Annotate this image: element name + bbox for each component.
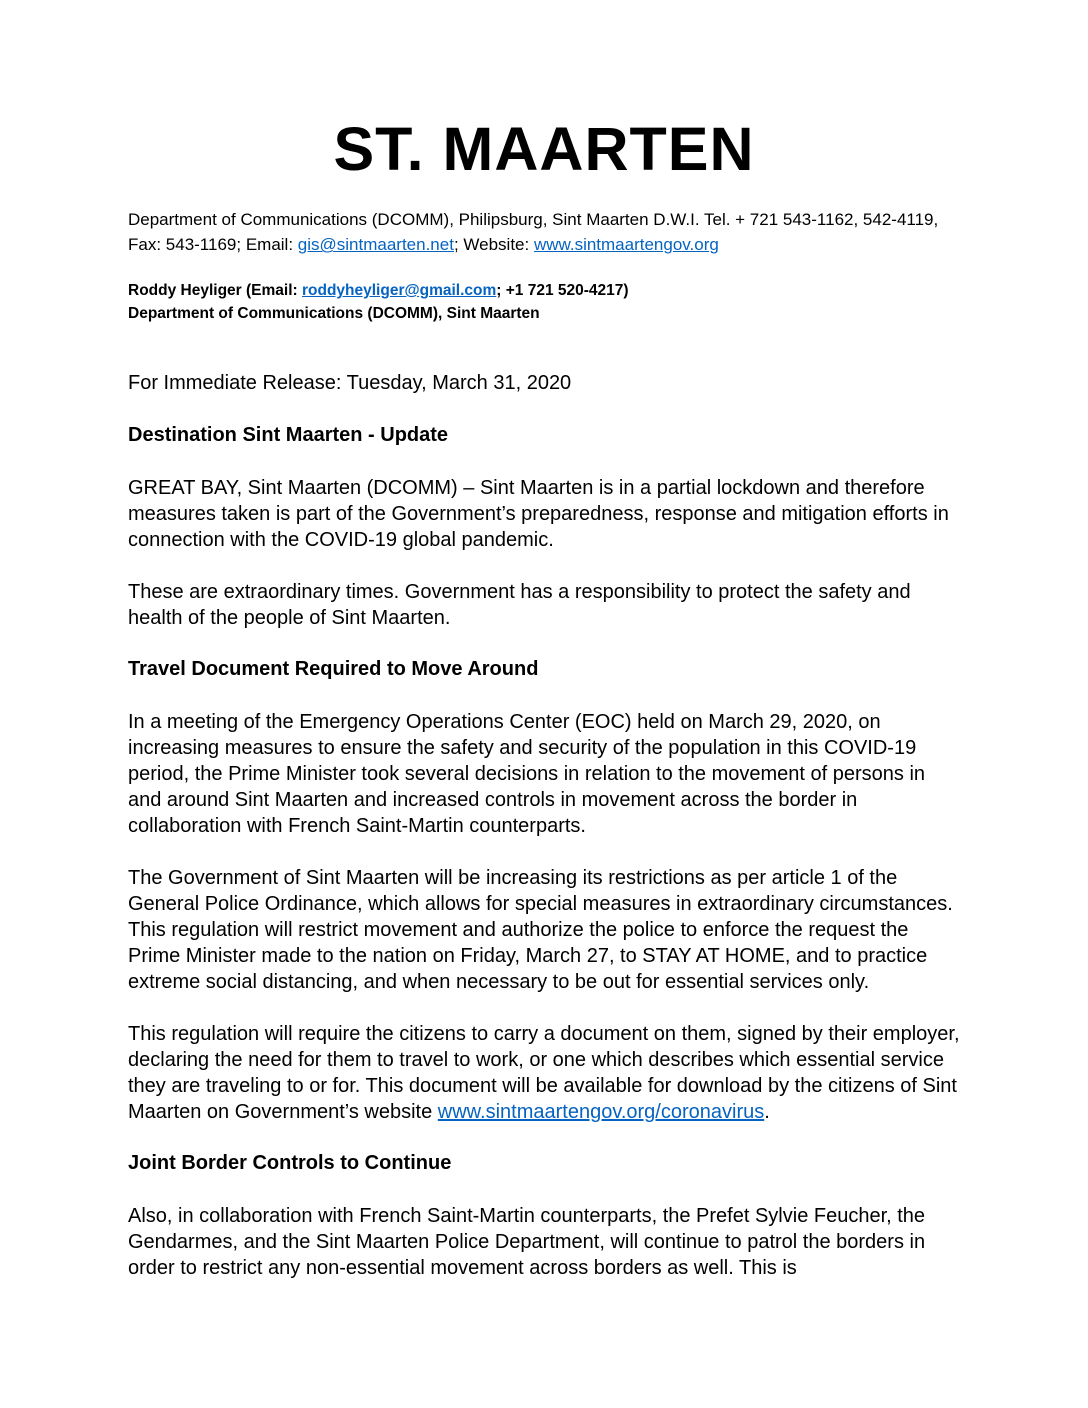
paragraph-travel-document-period: .: [764, 1101, 770, 1124]
gis-email-link[interactable]: gis@sintmaarten.net: [297, 235, 454, 255]
paragraph-intro: GREAT BAY, Sint Maarten (DCOMM) – Sint Maarten is in a partial lockdown and therefore measures taken is part of the Government’s preparedness, response and mitigation efforts in connection with the COVID-19 global pandemic.: [128, 477, 949, 552]
contact-info-block: [128, 207, 960, 257]
government-website-link[interactable]: www.sintmaartengov.org: [533, 235, 719, 255]
byline-block: [128, 279, 960, 325]
paragraph-extraordinary-times: These are extraordinary times. Government has a responsibility to protect the safety and health of the people of Sint Maarten.: [128, 581, 911, 630]
byline-text-2: ; +1 721 520-4217): [496, 282, 629, 300]
paragraph-restrictions: The Government of Sint Maarten will be increasing its restrictions as per article 1 of the General Police Ordinance, which allows for special measures in extraordinary circumstances. This regulation will restrict movement and authorize the police to enforce the request the Prime Minister made to the nation on Friday, March 27, to STAY AT HOME, and to practice extreme social distancing, and when necessary to be out for essential services only.: [128, 867, 953, 994]
contact-text: Department of Communications (DCOMM), Philipsburg, Sint Maarten D.W.I. Tel. + 721 543-1162, 542-4119, Fax: 543-1169; Email:: [128, 210, 939, 255]
author-email-link[interactable]: roddyheyliger@gmail.com: [301, 282, 497, 300]
document-title: ST. MAARTEN: [333, 115, 755, 183]
paragraph-border-patrol: Also, in collaboration with French Saint-Martin counterparts, the Prefet Sylvie Feucher, the Gendarmes, and the Sint Maarten Police Department, will continue to patrol the borders in order to restrict any non-essential movement across borders as well. This is: [128, 1205, 926, 1280]
heading-joint-border-controls: Joint Border Controls to Continue: [128, 1152, 452, 1175]
paragraph-travel-document-text: This regulation will require the citizens to carry a document on them, signed by their employer, declaring the need for them to travel to work, or one which describes which essential service they are traveling to or for. This document will be available for download by the citizens of Sint Maarten on Government’s website: [128, 1023, 960, 1124]
heading-travel-document: Travel Document Required to Move Around: [128, 658, 539, 681]
coronavirus-website-link[interactable]: www.sintmaartengov.org/coronavirus: [437, 1101, 765, 1124]
contact-text-2: ; Website:: [453, 235, 534, 255]
paragraph-travel-document: [128, 1021, 960, 1125]
press-release-headline: Destination Sint Maarten - Update: [128, 424, 449, 447]
byline-department: Department of Communications (DCOMM), Sint Maarten: [128, 305, 540, 323]
release-date-line: For Immediate Release: Tuesday, March 31, 2020: [128, 372, 572, 395]
paragraph-eoc-meeting: In a meeting of the Emergency Operations Center (EOC) held on March 29, 2020, on increasing measures to ensure the safety and security of the population in this COVID-19 period, the Prime Minister took several decisions in relation to the movement of persons in and around Sint Maarten and increased controls in movement across the border in collaboration with French Saint-Martin counterparts.: [128, 711, 926, 838]
byline-text: Roddy Heyliger (Email:: [128, 282, 302, 300]
